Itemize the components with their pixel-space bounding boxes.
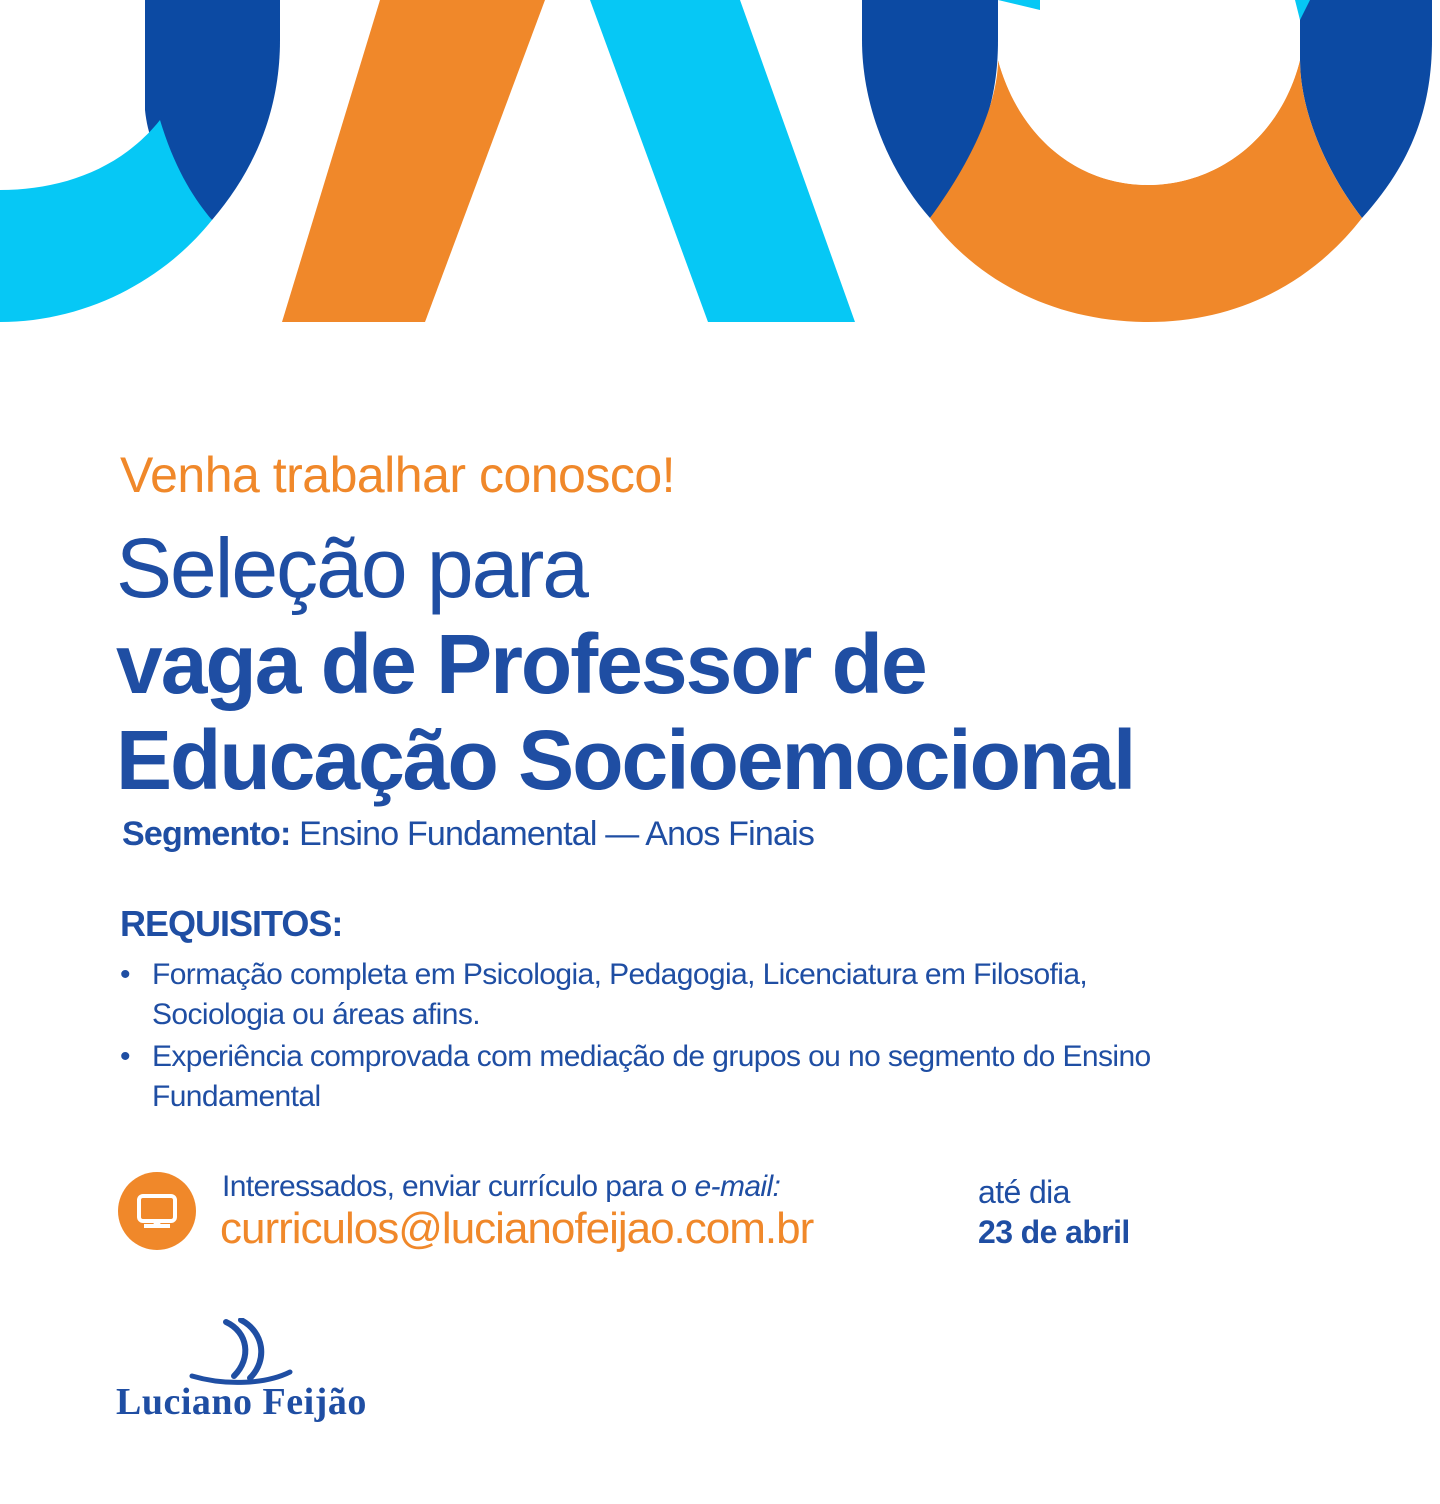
bullet-icon: • (120, 1040, 130, 1073)
deadline-line-1: até dia (978, 1174, 1070, 1210)
segment-label: Segmento: (122, 815, 291, 853)
contact-label-emph: e-mail: (694, 1170, 781, 1203)
decorative-letters-graphic (0, 0, 1440, 330)
wave-sail-logo-icon (186, 1318, 296, 1388)
luciano-feijao-logo (116, 1318, 386, 1428)
headline-line-3: Educação Socioemocional (116, 713, 1135, 807)
monitor-icon (118, 1172, 196, 1250)
headline (116, 520, 1134, 808)
logo-text: Luciano Feijão (116, 1381, 367, 1423)
requirements-title: REQUISITOS: (120, 903, 343, 944)
headline-line-2: vaga de Professor de (116, 617, 926, 711)
left-ring-shape (0, 0, 280, 322)
segment-value: Ensino Fundamental — Anos Finais (299, 815, 815, 853)
a-letter-shape (282, 0, 855, 322)
requirements-list (120, 955, 1200, 1119)
deadline-date: 23 de abril (978, 1214, 1130, 1250)
contact-label-text: Interessados, enviar currículo para o (222, 1170, 687, 1203)
tagline: Venha trabalhar conosco! (120, 447, 676, 503)
contact-label (222, 1168, 780, 1206)
requirement-text: Formação completa em Psicologia, Pedagogia, Licenciatura em Filosofia, Sociologia ou áreas afins. (152, 958, 1088, 1031)
bullet-icon: • (120, 958, 130, 991)
requirement-text: Experiência comprovada com mediação de grupos ou no segmento do Ensino Fundamental (152, 1040, 1151, 1113)
requirement-item (120, 1037, 1200, 1117)
right-ring-shape (862, 0, 1432, 322)
deadline (978, 1172, 1130, 1252)
requirement-item (120, 955, 1200, 1035)
segment-line (122, 814, 814, 854)
headline-line-1: Seleção para (116, 521, 588, 615)
contact-email[interactable]: curriculos@lucianofeijao.com.br (220, 1204, 814, 1253)
